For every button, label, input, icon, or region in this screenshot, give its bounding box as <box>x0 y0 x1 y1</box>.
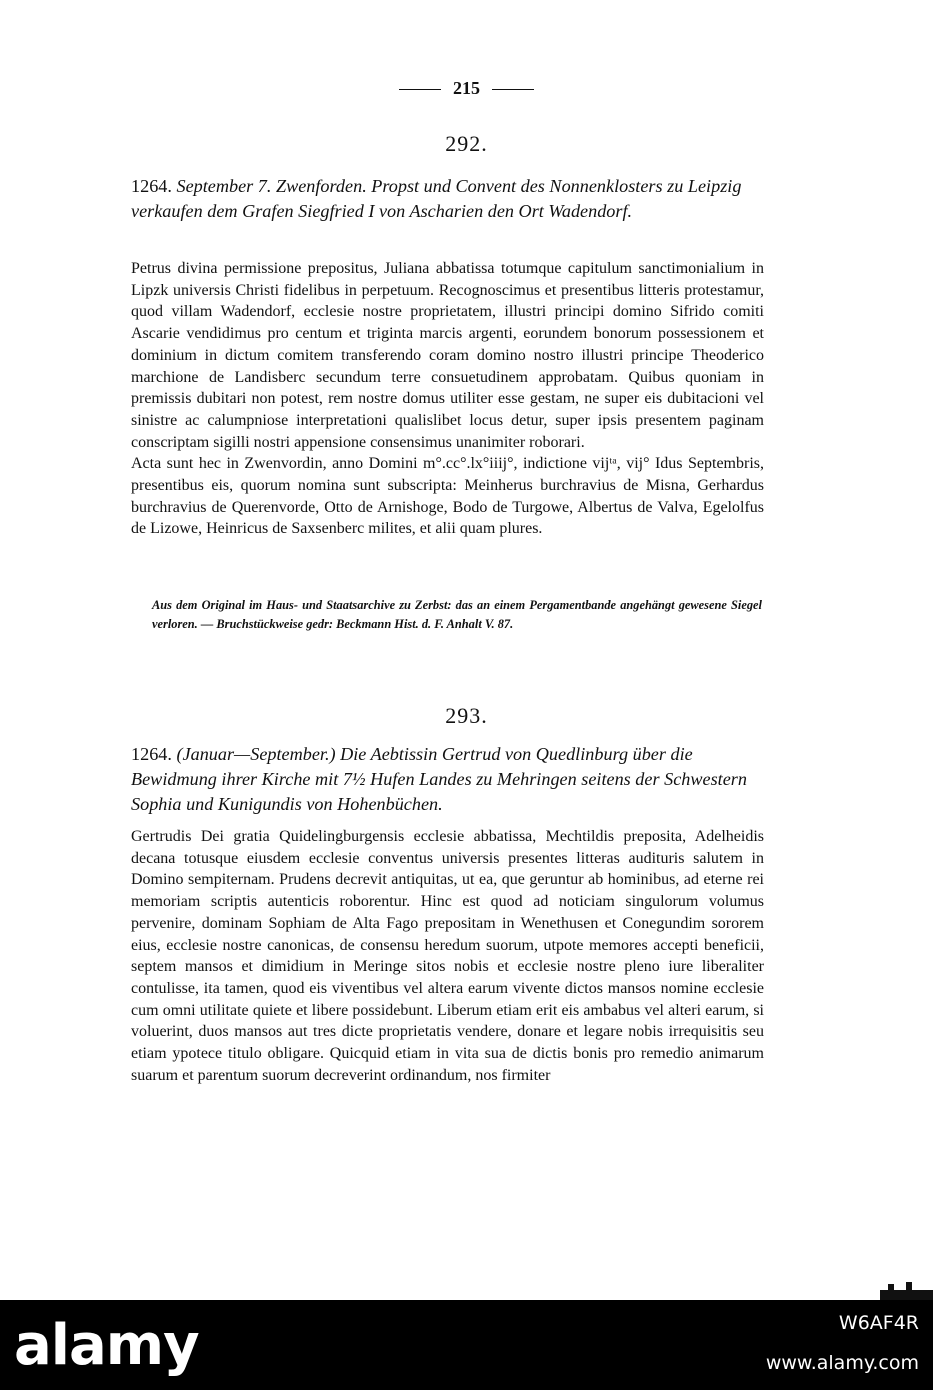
watermark-url: www.alamy.com <box>765 1352 919 1374</box>
doc-293-regest-text: (Januar—September.) Die Aebtissin Gertrud von Quedlinburg über die Bewidmung ihrer Kirche mit 7½ Hufen Landes zu Mehringen seitens der Schwestern Sophia und Kunigundis von Hohenbüchen. <box>131 744 747 814</box>
doc-292-regest-text: September 7. Zwenforden. Propst und Convent des Nonnenklosters zu Leipzig verkaufen dem Grafen Siegfried I von Ascharien den Ort Wadendorf. <box>131 176 742 221</box>
doc-292-number: 292. <box>445 131 488 156</box>
doc-293-text: Gertrudis Dei gratia Quidelingburgensis ecclesie abbatissa, Mechtildis preposita, Adelheidis decana totusque eiusdem ecclesie conventus universis presentes litteras audituris salutem in Domino sempiternam. Prudens decrevit antiquitas, ut ea, que geruntur ab hominibus, ad eterne rei memoriam scriptis autenticis roborentur. Hinc est quod ad noticiam singulorum volumus pervenire, dominam Sophiam de Alta Fago prepositam in Wenethusen et Conegundim sororem eius, ecclesie nostre canonicas, de consensu heredum suorum, utpote memores accepti beneficii, septem mansos et dimidium in Meringe sitos nobis et ecclesie nostre pleno iure liberaliter contulisse, ita tamen, quod eis viventibus vel altera earum vivente dictos mansos nomine ecclesie cum omni utilitate quiete et libere possidebunt. Liberum etiam erit eis ambabus vel alteri earum, si voluerint, duos mansos aut tres dicte proprietatis vendere, donare et legare nobis irrequisitis seu etiam ypotece titulo obligare. Quicquid etiam in vita sua de dictis bonis pro remedio animarum suarum et parentum suorum decreverint ordinandum, nos firmiter <box>131 828 764 1084</box>
doc-292-source-note: Aus dem Original im Haus- und Staatsarchive zu Zerbst: das an einem Pergamentbande angehängt gewesene Siegel verloren. — Bruchstückweise gedr: Beckmann Hist. d. F. Anhalt V. 87. <box>152 598 762 631</box>
header-dash-left <box>399 89 441 90</box>
page-number: 215 <box>453 78 480 98</box>
doc-292-regest <box>131 174 763 224</box>
doc-292-body <box>131 258 764 540</box>
doc-293-number: 293. <box>445 703 488 728</box>
doc-293-regest <box>131 742 763 817</box>
watermark-logo: alamy <box>14 1312 199 1378</box>
doc-292-text-2: Acta sunt hec in Zwenvordin, anno Domini m°.cc°.lx°iiij°, indictione vijᵗᵃ, vij° Idus Septembris, presentibus eis, quorum nomina sunt subscripta: Meinherus burchravius de Misna, Gerhardus burchravius de Querenvorde, Otto de Arnishoge, Bodo de Turgowe, Albertus de Valva, Egelolfus de Lizowe, Heinricus de Saxsenberc milites, et alii quam plures. <box>131 455 764 538</box>
watermark-image-id: W6AF4R <box>838 1312 919 1334</box>
doc-293-year: 1264. <box>131 744 172 764</box>
doc-293-body <box>131 826 764 1086</box>
page-header <box>0 78 933 99</box>
doc-292-year: 1264. <box>131 176 172 196</box>
page-edge-mark <box>876 1276 933 1300</box>
doc-292-text: Petrus divina permissione prepositus, Juliana abbatissa totumque capitulum sanctimonialium in Lipzk universis Christi fidelibus in perpetuum. Recognoscimus et presentibus litteris protestamur, quod villam Wadendorf, ecclesie nostre proprietatem, illustri principi domino Sifrido comiti Ascarie vendidimus pro centum et triginta marcis argenti, eorundem bonorum possessionem et dominium in dictum comitem transferendo coram domino nostro illustri principe Theoderico marchione de Landisberc secundum terre consuetudinem approbatam. Quibus quoniam in premissis dubitari non potest, rem nostre domus utiliter esse gestam, ne super eis dubitacioni vel sinistre ac calumpniose interpretationi qualislibet locus detur, super ipsis presentem paginam conscriptam sigilli nostri appensione consensimus unanimiter roborari. <box>131 260 764 451</box>
header-dash-right <box>492 89 534 90</box>
